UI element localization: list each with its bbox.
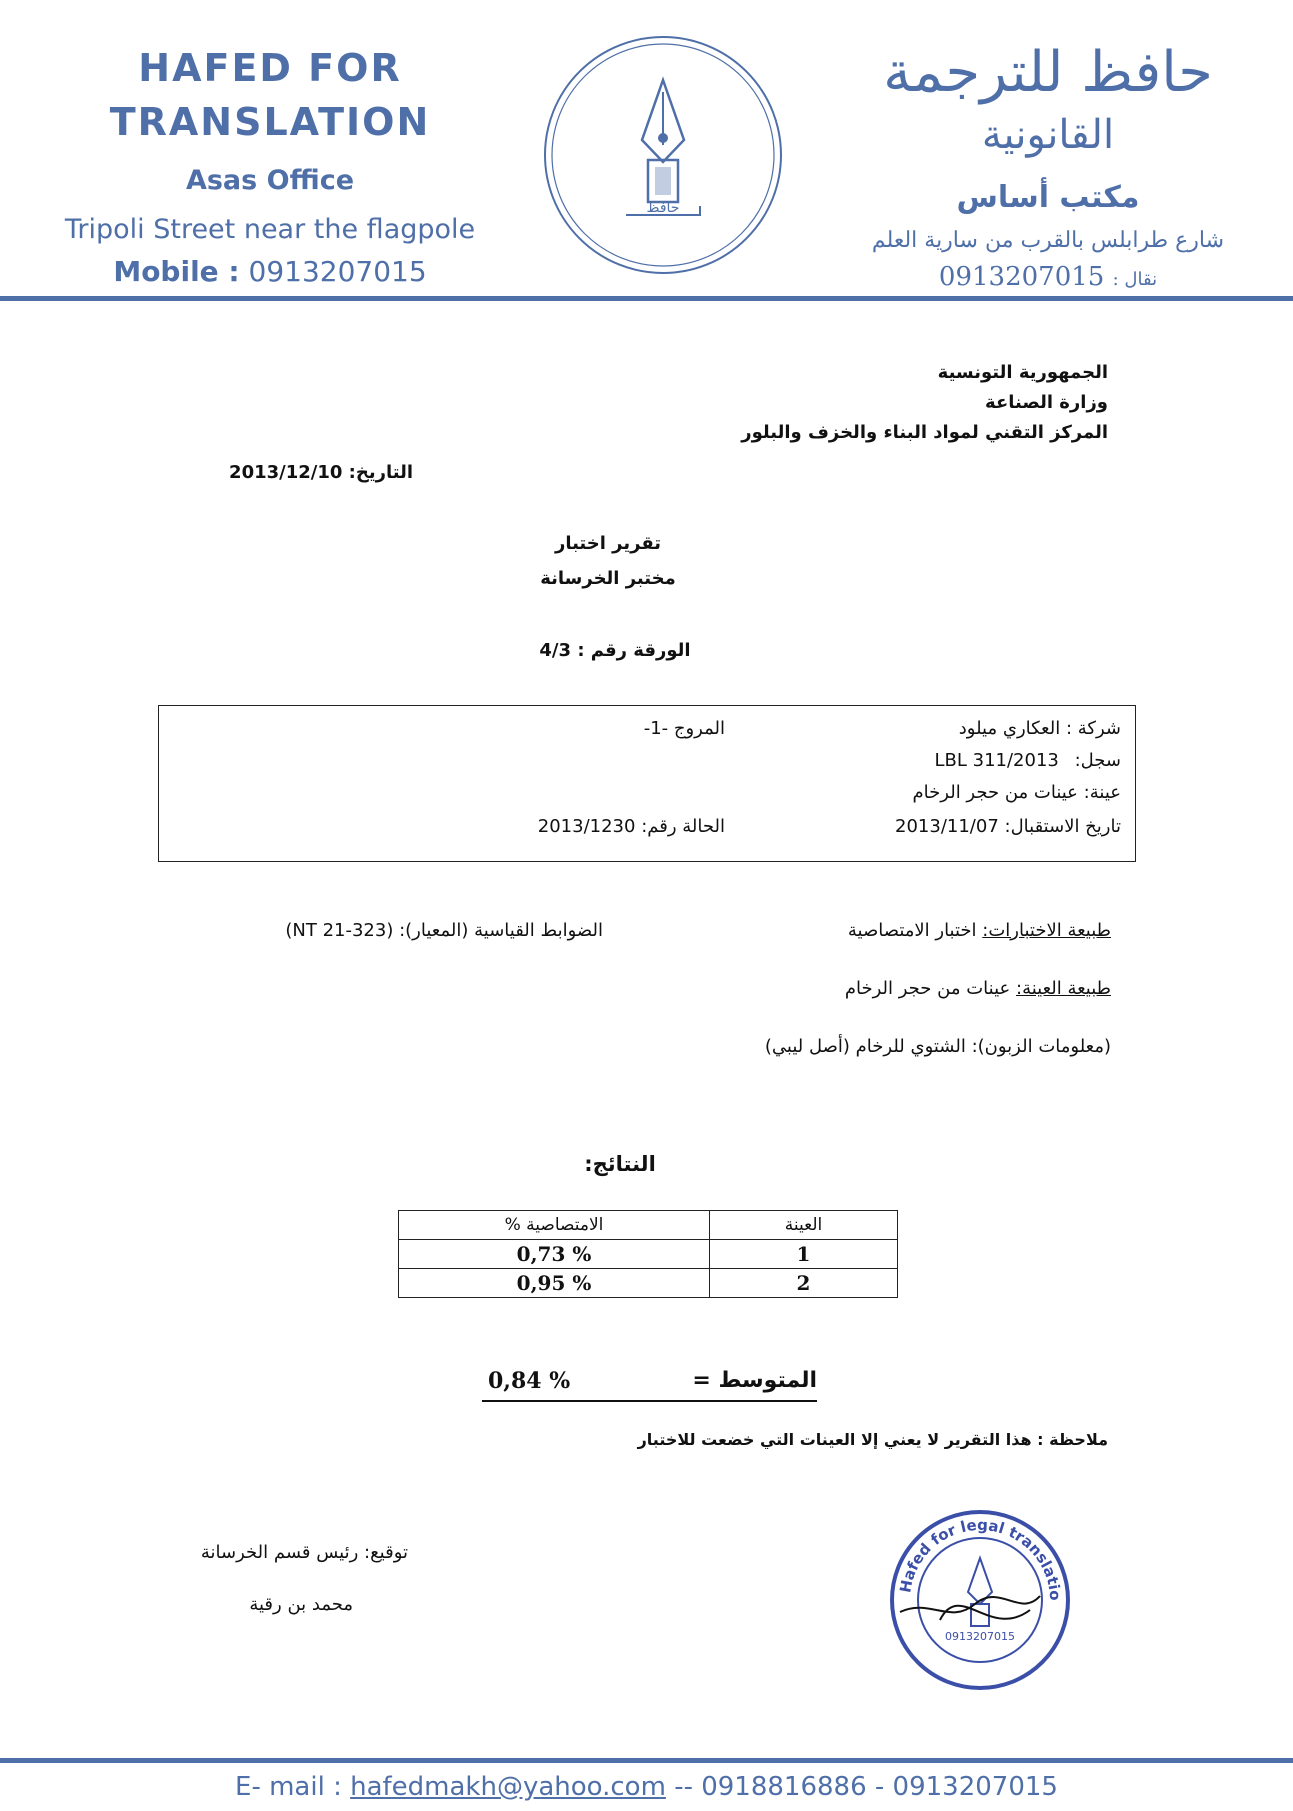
date-value: 2013/12/10 — [229, 462, 343, 483]
authority-line3: المركز التقني لمواد البناء والخزف والبلور — [741, 422, 1108, 443]
sheet-value: 4/3 — [539, 640, 572, 661]
sample-value: عينات من حجر الرخام — [912, 782, 1078, 803]
report-title: تقرير اختبار — [554, 533, 662, 554]
standard-row — [183, 920, 603, 941]
sample-label: عينة: — [1083, 782, 1121, 803]
email-link[interactable]: hafedmakh@yahoo.com — [350, 1772, 666, 1802]
svg-text:Hafed for legal translations: Hafed for legal translatio — [896, 1515, 1065, 1602]
reception-row — [721, 816, 1121, 837]
signature-name: محمد بن رقية — [249, 1594, 353, 1615]
brand-english-block — [0, 0, 540, 300]
client-info: (معلومات الزبون): الشتوي للرخام (أصل ليبي) — [764, 1036, 1111, 1057]
brand-name-ar-line2: القانونية — [981, 112, 1115, 158]
column-header-sample: العينة — [710, 1211, 898, 1240]
sample-nature-row — [661, 978, 1111, 999]
average-label: المتوسط = — [692, 1368, 817, 1393]
company-value: العكاري ميلود — [958, 718, 1061, 739]
cell-absorption: % 0,73 — [399, 1240, 710, 1269]
email-label: E- mail : — [235, 1772, 342, 1802]
average-value: % 0,84 — [488, 1368, 571, 1394]
table-row — [399, 1240, 898, 1269]
cell-sample: 1 — [710, 1240, 898, 1269]
official-stamp — [880, 1500, 1080, 1700]
brand-name-line1: HAFED FOR — [138, 46, 402, 90]
date-label: التاريخ: — [348, 462, 413, 483]
company-row — [721, 718, 1121, 739]
sample-nature-value: عينات من حجر الرخام — [844, 978, 1011, 999]
mobile-ar-number: 0913207015 — [938, 262, 1105, 292]
company-logo — [538, 30, 788, 280]
stamp-seal-icon — [880, 1500, 1080, 1700]
brand-arabic-block — [833, 0, 1263, 300]
table-row — [399, 1269, 898, 1298]
test-nature-label: طبيعة الاختبارات: — [982, 920, 1111, 941]
results-heading: النتائج: — [584, 1152, 656, 1176]
test-nature-row — [661, 920, 1111, 941]
lab-name: مختبر الخرسانة — [540, 568, 676, 589]
sheet-number — [500, 640, 730, 661]
test-nature-value: اختبار الامتصاصية — [847, 920, 977, 941]
sheet-label: الورقة رقم : — [577, 640, 691, 661]
average-row — [482, 1368, 817, 1402]
authority-line1: الجمهورية التونسية — [937, 362, 1108, 383]
mobile-ar — [833, 262, 1263, 292]
signature-role: توقيع: رئيس قسم الخرسانة — [200, 1542, 408, 1563]
footer-phones: -- 0918816886 - 0913207015 — [674, 1772, 1058, 1802]
column-header-absorption: الامتصاصية % — [399, 1211, 710, 1240]
report-note: ملاحظة : هذا التقرير لا يعني إلا العينات التي خضعت للاختبار — [637, 1430, 1108, 1449]
standard-label: الضوابط القياسية (المعيار): — [399, 920, 603, 941]
authority-block — [508, 358, 1108, 448]
brand-name-ar-line1: حافظ للترجمة — [883, 40, 1213, 105]
table-header-row — [399, 1211, 898, 1240]
register-value: LBL 311/2013 — [934, 750, 1059, 771]
header-divider — [0, 296, 1293, 301]
sample-row — [721, 782, 1121, 803]
brand-name-line2: TRANSLATION — [109, 100, 431, 144]
case-row — [425, 816, 725, 837]
mobile-en — [0, 255, 540, 288]
reception-label: تاريخ الاستقبال: — [1004, 816, 1121, 837]
company-label: شركة : — [1065, 718, 1121, 739]
mobile-ar-label: نقال : — [1112, 269, 1158, 290]
svg-text:حافظ: حافظ — [646, 200, 680, 216]
product-name: المروج -1- — [643, 718, 725, 739]
cell-sample: 2 — [710, 1269, 898, 1298]
case-value: 2013/1230 — [537, 816, 636, 837]
reception-value: 2013/11/07 — [895, 816, 999, 837]
case-label: الحالة رقم: — [641, 816, 725, 837]
results-table — [398, 1210, 898, 1298]
office-name-en: Asas Office — [185, 165, 355, 196]
pen-logo-icon — [538, 30, 788, 280]
address-ar: شارع طرابلس بالقرب من سارية العلم — [871, 228, 1225, 253]
office-name-ar: مكتب أساس — [956, 180, 1140, 215]
register-row — [721, 750, 1121, 771]
footer-contact — [0, 1772, 1293, 1802]
standard-value: (NT 21-323) — [285, 920, 394, 941]
sample-nature-label: طبيعة العينة: — [1016, 978, 1111, 999]
report-date — [153, 462, 413, 483]
mobile-label: Mobile : — [113, 255, 240, 288]
register-label: سجل: — [1074, 750, 1121, 771]
authority-line2: وزارة الصناعة — [985, 392, 1108, 413]
footer-divider — [0, 1758, 1293, 1763]
mobile-number: 0913207015 — [248, 255, 427, 288]
sample-info-box — [158, 705, 1136, 862]
address-en: Tripoli Street near the flagpole — [64, 214, 476, 245]
svg-text:0913207015: 0913207015 — [945, 1630, 1015, 1643]
cell-absorption: % 0,95 — [399, 1269, 710, 1298]
